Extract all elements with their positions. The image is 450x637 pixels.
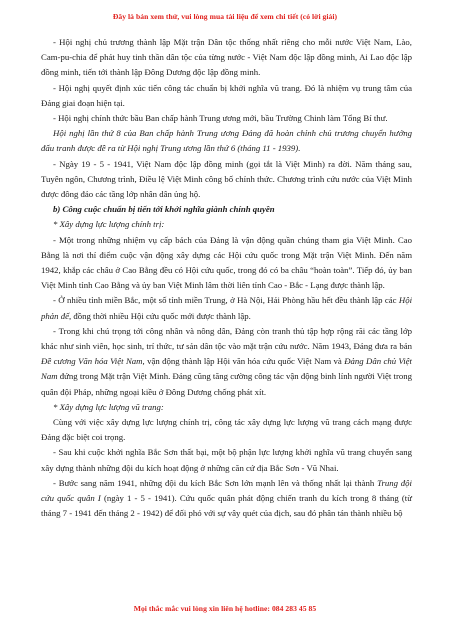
italic-term: Đề cương Văn hóa Việt Nam [41, 356, 143, 367]
text-run: - Ở nhiều tỉnh miền Bắc, một số tỉnh miền Trung, ở Hà Nội, Hải Phòng hầu hết đều thành lập các [53, 295, 399, 306]
text-run: , vận động thành lập Hội văn hóa cứu quốc Việt Nam và [142, 356, 345, 367]
italic-term: Đảng Dân chủ Việt Nam [41, 356, 412, 382]
paragraph: - Hội nghị chủ trương thành lập Mặt trận Dân tộc thống nhất riêng cho mỗi nước Việt Nam, Lào, Cam-pu-chia để phát huy tinh thần dân tộc của từng nước - Việt Nam độc lập đồng minh, Ai Lao độc lập đồng minh, tiến tới thành lập Đông Dương độc lập đồng minh. [41, 37, 412, 78]
text-run: đứng trong Mặt trận Việt Minh. Đảng cũng tăng cường công tác vận động binh lính người Việt trong quân đội Pháp, những ngoại kiều ở Đông Dương chống phát xít. [41, 371, 412, 397]
preview-notice: Đây là bản xem thử, vui lòng mua tài liệu để xem chi tiết (có lời giải) [112, 12, 338, 21]
paragraph [41, 324, 412, 400]
paragraph: - Hội nghị chính thức bầu Ban chấp hành Trung ương mới, bầu Trường Chinh làm Tổng Bí thư. [53, 113, 388, 124]
subsection-heading: * Xây dựng lực lượng vũ trang: [53, 401, 164, 412]
italic-term: Hội phản đế [41, 295, 412, 321]
paragraph [41, 476, 412, 522]
document-body [41, 35, 412, 522]
paragraph [41, 293, 412, 323]
section-heading: b) Công cuộc chuẩn bị tiến tới khởi nghĩa giành chính quyền [53, 204, 275, 215]
text-run: (ngày 1 - 5 - 1941). Cứu quốc quân phát động chiến tranh du kích trong 8 tháng (từ tháng 7 - 1941 đến tháng 2 - 1942) để đối phó với sự vây quét của địch, sau đó phân tán thành nhiều bộ [41, 493, 412, 519]
italic-term: Trung đội cứu quốc quân I [41, 477, 412, 504]
italic-paragraph: Hội nghị lần thứ 8 của Ban chấp hành Trung ương Đảng đã hoàn chỉnh chủ trương chuyển hướng đấu tranh được đề ra từ Hội nghị Trung ương lần thứ 6 (tháng 11 - 1939). [41, 128, 412, 154]
paragraph: - Một trong những nhiệm vụ cấp bách của Đảng là vận động quần chúng tham gia Việt Minh. Cao Bằng là nơi thí điểm cuộc vận động xây dựng các Hội cứu quốc trong Mặt trận Việt Minh. Đến năm 1942, khắp các châu ở Cao Bằng đều có Hội cứu quốc, trong đó có ba châu “hoàn toàn”. Tiếp đó, ủy ban Việt Minh tỉnh Cao Bằng và ủy ban Việt Minh lâm thời liên tỉnh Cao - Bắc - Lạng được thành lập. [41, 234, 412, 291]
paragraph: - Ngày 19 - 5 - 1941, Việt Nam độc lập đồng minh (gọi tắt là Việt Minh) ra đời. Năm tháng sau, Tuyên ngôn, Chương trình, Điều lệ Việt Minh công bố chính thức. Chương trình cứu nước của Việt Minh được đông đảo các tầng lớp nhân dân ủng hộ. [41, 158, 412, 200]
paragraph: Cùng với việc xây dựng lực lượng chính trị, công tác xây dựng lực lượng vũ trang cách mạng được Đảng đặc biệt coi trọng. [41, 417, 412, 443]
paragraph: - Hội nghị quyết định xúc tiến công tác chuẩn bị khởi nghĩa vũ trang. Đó là nhiệm vụ trung tâm của Đảng giai đoạn hiện tại. [41, 82, 412, 108]
paragraph: - Sau khi cuộc khởi nghĩa Bắc Sơn thất bại, một bộ phận lực lượng khởi nghĩa vũ trang chuyển sang xây dựng thành những đội du kích hoạt động ở những căn cứ địa Bắc Sơn - Vũ Nhai. [41, 447, 412, 473]
subsection-heading: * Xây dựng lực lượng chính trị: [53, 219, 165, 230]
text-run: - Trong khi chú trọng tới công nhân và nông dân, Đảng còn tranh thủ tập hợp rộng rãi các tầng lớp khác như sinh viên, học sinh, trí thức, tư sản dân tộc vào mặt trận cứu nước. Năm 1943, Đảng đưa ra bản [41, 325, 412, 352]
text-run: - Bước sang năm 1941, những đội du kích Bắc Sơn lớn mạnh lên và thống nhất lại thành [53, 477, 378, 488]
text-run: , đồng thời nhiều Hội cứu quốc mới được thành lập. [68, 310, 251, 321]
hotline-footer: Mọi thắc mắc vui lòng xin liên hệ hotline: 084 283 45 85 [133, 604, 317, 613]
